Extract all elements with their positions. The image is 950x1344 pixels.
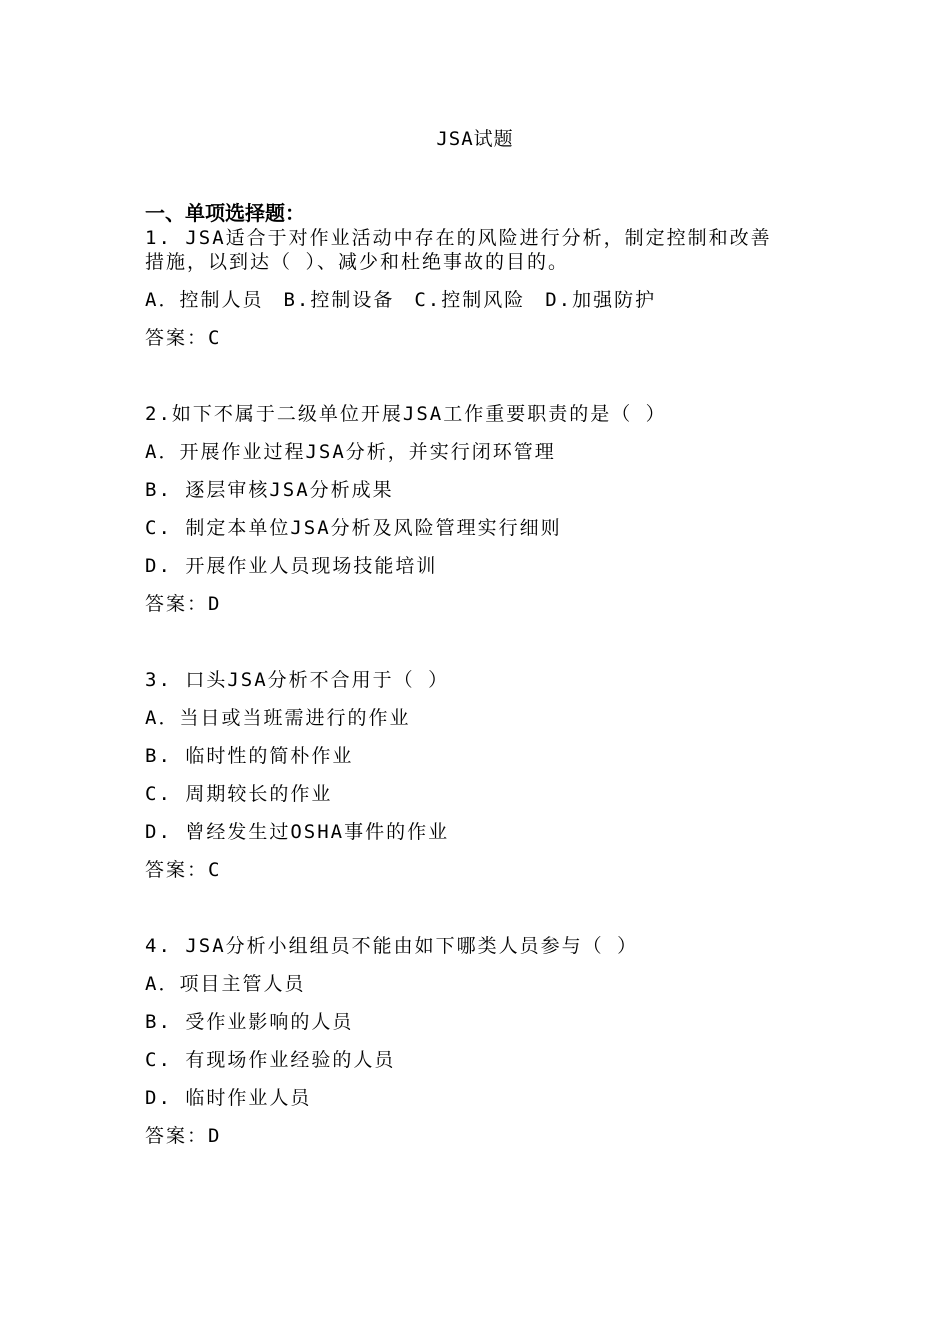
question-1-option-c: C.控制风险	[414, 289, 526, 311]
section-heading: 一、单项选择题：	[145, 201, 305, 225]
question-4-option-a: A．项目主管人员	[145, 973, 306, 995]
question-3-option-d: D. 曾经发生过OSHA事件的作业	[145, 821, 450, 843]
question-2-stem: 2.如下不属于二级单位开展JSA工作重要职责的是（ ）	[145, 403, 667, 425]
question-2-option-c: C. 制定本单位JSA分析及风险管理实行细则	[145, 517, 562, 539]
document-body	[145, 200, 825, 1148]
question-2-option-b: B. 逐层审核JSA分析成果	[145, 479, 394, 501]
question-1-answer: 答案：C	[145, 327, 222, 349]
question-2	[145, 402, 825, 616]
question-1-stem-line1: 1. JSA适合于对作业活动中存在的风险进行分析，制定控制和改善	[145, 227, 772, 249]
question-3-answer: 答案：C	[145, 859, 222, 881]
document-title: JSA试题	[436, 128, 514, 150]
question-3-stem: 3. 口头JSA分析不合用于（ ）	[145, 669, 450, 691]
question-1-option-d: D.加强防护	[545, 289, 657, 311]
question-4-option-b: B. 受作业影响的人员	[145, 1011, 354, 1033]
question-4-option-d: D. 临时作业人员	[145, 1087, 312, 1109]
question-2-answer: 答案：D	[145, 593, 222, 615]
question-3-option-c: C. 周期较长的作业	[145, 783, 333, 805]
question-1-option-b: B.控制设备	[283, 289, 395, 311]
question-3	[145, 668, 825, 882]
question-1	[145, 226, 825, 350]
question-4-option-c: C. 有现场作业经验的人员	[145, 1049, 396, 1071]
question-3-option-b: B. 临时性的简朴作业	[145, 745, 354, 767]
question-1-stem-line2: 措施，以到达（ ）、减少和杜绝事故的目的。	[145, 251, 569, 273]
question-1-option-a: A．控制人员	[145, 289, 264, 311]
question-3-option-a: A．当日或当班需进行的作业	[145, 707, 411, 729]
question-4	[145, 934, 825, 1148]
question-4-answer: 答案：D	[145, 1125, 222, 1147]
question-2-option-a: A．开展作业过程JSA分析，并实行闭环管理	[145, 441, 556, 463]
question-2-option-d: D. 开展作业人员现场技能培训	[145, 555, 438, 577]
question-4-stem: 4. JSA分析小组组员不能由如下哪类人员参与（ ）	[145, 935, 639, 957]
question-1-options	[145, 288, 825, 312]
